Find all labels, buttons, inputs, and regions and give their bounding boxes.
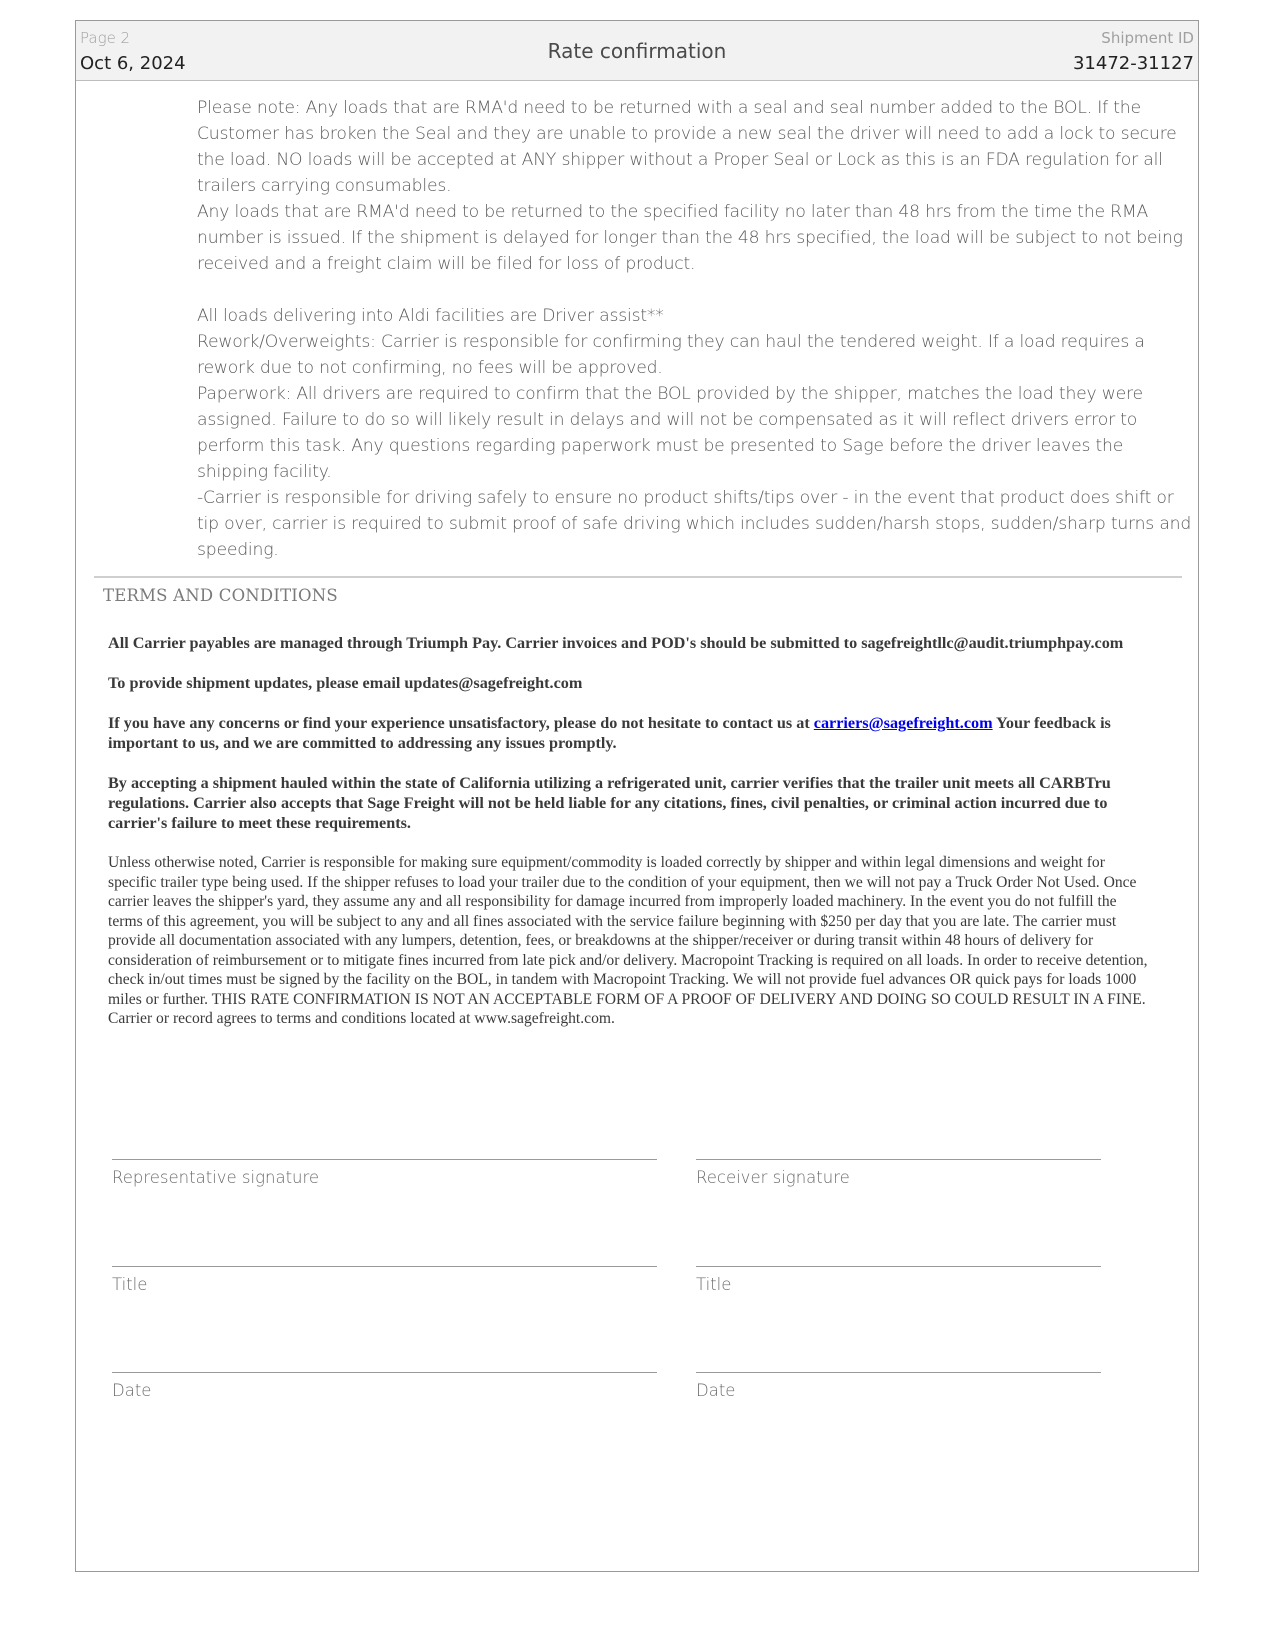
note-paperwork: Paperwork: All drivers are required to confirm that the BOL provided by the shipper, matches the load they were assigned. Failure to do so will likely result in delays and will not be compensated as it will reflect drivers error to perform this task. Any questions regarding paperwork must be presented to Sage before the driver leaves the shipping facility. [197,384,1143,482]
terms-california-carb: By accepting a shipment hauled within the state of California utilizing a refrigerated unit, carrier verifies that the trailer unit meets all CARBTru regulations. Carrier also accepts that Sage Freight will not be held liable for any citations, fines, civil penalties, or criminal action incurred due to carrier's failure to meet these requirements. [108,774,1111,832]
title-label: Title [112,1275,148,1294]
terms-payables: All Carrier payables are managed through Triumph Pay. Carrier invoices and POD's should be submitted to sagefreightllc@audit.triumphpay.com [108,634,1124,652]
representative-title-field[interactable] [112,1266,657,1294]
signature-line [696,1372,1101,1373]
terms-general: Unless otherwise noted, Carrier is responsible for making sure equipment/commodity is loaded correctly by shipper and within legal dimensions and weight for specific trailer type being used. If the shipper refuses to load your trailer due to the condition of your equipment, then we will not pay a Truck Order Not Used. Once carrier leaves the shipper's yard, they assume any and all responsibility for damage incurred from improperly loaded machinery. In the event you do not fulfill the terms of this agreement, you will be subject to any and all fines associated with the service failure beginning with $250 per day that you are late. The carrier must provide all documentation associated with any lumpers, detention, fees, or breakdowns at the shipper/receiver or during transit within 48 hours of delivery for consideration of reimbursement or to mitigate fines incurred from late pick and/or delivery. Macropoint Tracking is required on all loads. In order to receive detention, check in/out times must be signed by the facility on the BOL, in tandem with Macropoint Tracking. We will not provide fuel advances OR quick pays for loads 1000 miles or further. THIS RATE CONFIRMATION IS NOT AN ACCEPTABLE FORM OF A PROOF OF DELIVERY AND DOING SO COULD RESULT IN A FINE. Carrier or record agrees to terms and conditions located at www.sagefreight.com. [108,854,1148,1027]
terms-concerns-text: If you have any concerns or find your experience unsatisfactory, please do not hesitate to contact us at [108,714,814,732]
note-rework-overweights: Rework/Overweights: Carrier is responsible for confirming they can haul the tendered weight. If a load requires a rework due to not confirming, no fees will be approved. [197,332,1145,378]
note-spacer [197,277,1197,303]
signature-line [112,1372,657,1373]
representative-date-field[interactable] [112,1372,657,1400]
page-number-label: Page 2 [80,29,131,47]
note-safe-driving: -Carrier is responsible for driving safely to ensure no product shifts/tips over - in the event that product does shift or tip over, carrier is required to submit proof of safe driving which includes sudden/harsh stops, sudden/sharp turns and speeding. [197,488,1192,560]
date-label: Date [696,1381,736,1400]
shipment-id-value: 31472-31127 [1072,53,1194,74]
title-label: Title [696,1275,732,1294]
special-instructions [197,95,1197,563]
note-aldi-driver-assist: All loads delivering into Aldi facilities are Driver assist** [197,306,664,326]
document-page [75,20,1199,1572]
signature-line [696,1266,1101,1267]
signature-label: Receiver signature [696,1168,850,1187]
terms-heading: TERMS AND CONDITIONS [103,586,338,605]
terms-concerns [108,713,1148,753]
note-rma-deadline: Any loads that are RMA'd need to be returned to the specified facility no later than 48 hrs from the time the RMA number is issued. If the shipment is delayed for longer than the 48 hrs specified, the load will be subject to not being received and a freight claim will be filed for loss of product. [197,202,1183,274]
shipment-id-label: Shipment ID [1101,29,1194,47]
document-title: Rate confirmation [547,39,727,63]
document-date: Oct 6, 2024 [80,53,186,74]
page-header [76,21,1198,81]
terms-shipment-updates: To provide shipment updates, please email updates@sagefreight.com [108,674,583,692]
receiver-date-field[interactable] [696,1372,1101,1400]
carriers-email-link[interactable]: carriers@sagefreight.com [813,714,993,732]
receiver-signature-field[interactable] [696,1159,1101,1187]
signature-label: Representative signature [112,1168,320,1187]
receiver-title-field[interactable] [696,1266,1101,1294]
section-divider [94,576,1182,578]
note-rma-seal: Please note: Any loads that are RMA'd need to be returned with a seal and seal number added to the BOL. If the Customer has broken the Seal and they are unable to provide a new seal the driver will need to add a lock to secure the load. NO loads will be accepted at ANY shipper without a Proper Seal or Lock as this is an FDA regulation for all trailers carrying consumables. [197,98,1177,196]
signature-line [112,1266,657,1267]
date-label: Date [112,1381,152,1400]
representative-signature-field[interactable] [112,1159,657,1187]
signature-line [112,1159,657,1160]
signature-line [696,1159,1101,1160]
terms-concerns-text-end: Your feedback is important to us, and we are committed to addressing any issues promptly. [108,714,1111,752]
terms-and-conditions [108,633,1148,1049]
